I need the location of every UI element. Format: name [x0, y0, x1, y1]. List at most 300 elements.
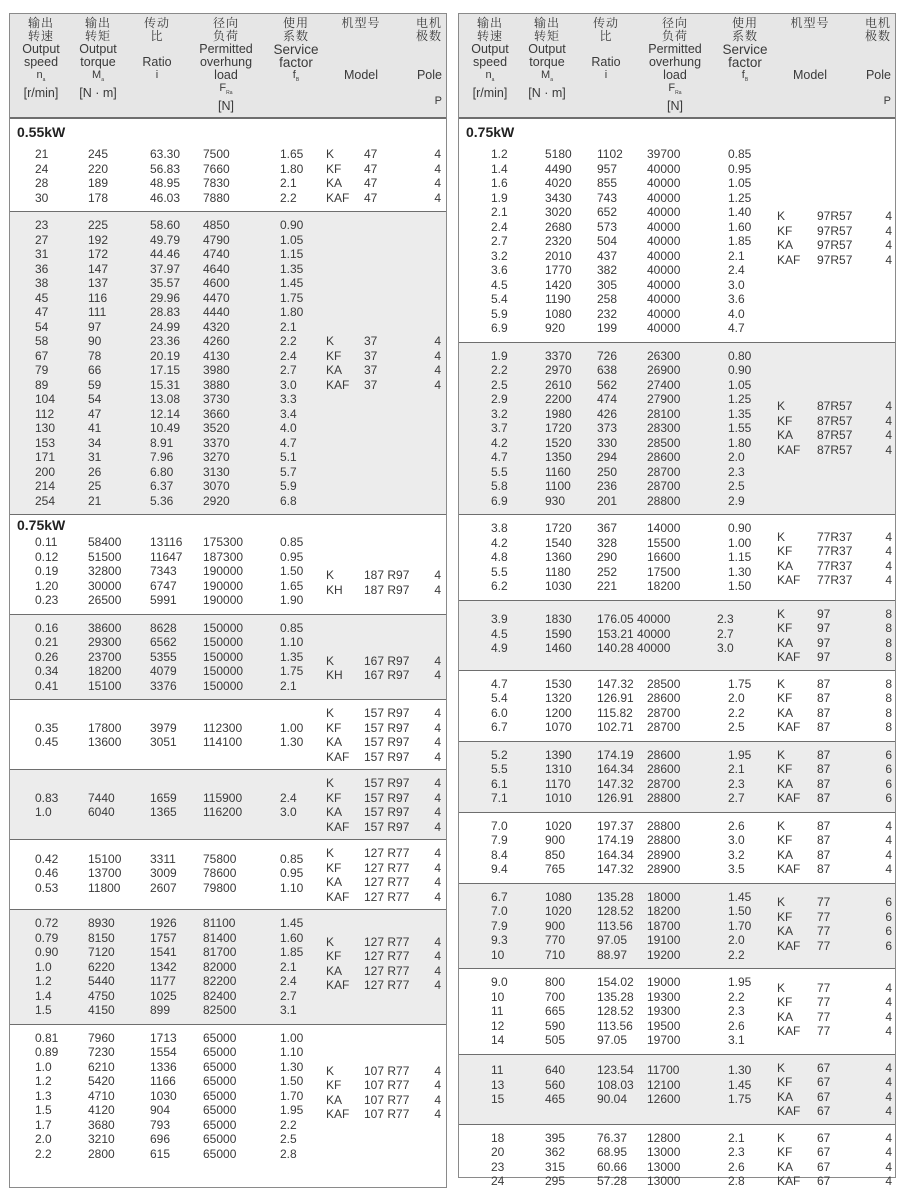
model-row — [777, 1174, 895, 1189]
torque-cell: 700 — [545, 989, 566, 1004]
header-service-label: Service — [273, 42, 319, 57]
ratio-cell: 13.08 — [150, 392, 181, 406]
service-factor-cell: 1.95 — [728, 747, 752, 762]
overhung-load-cell: 2920 — [203, 493, 230, 508]
service-factor-cell: 1.75 — [280, 290, 304, 305]
torque-cell: 8150 — [88, 930, 115, 945]
service-factor-cell: 2.2 — [728, 705, 745, 720]
model-row — [777, 238, 895, 253]
model-size: 107 R77 — [364, 1092, 410, 1107]
header-speed-label: Output — [22, 42, 60, 56]
overhung-load-cell: 65000 — [203, 1059, 237, 1074]
model-row — [326, 147, 444, 162]
ratio-cell: 855 — [597, 176, 618, 190]
pole-count: 4 — [434, 735, 441, 749]
pole-count: 4 — [885, 573, 892, 588]
model-size: 67 — [817, 1060, 831, 1075]
overhung-load-cell: 65000 — [203, 1045, 237, 1059]
pole-count: 4 — [434, 860, 441, 875]
overhung-load-cell: 175300 — [203, 535, 244, 549]
service-factor-cell: 3.4 — [280, 406, 297, 421]
header-ratio — [581, 17, 631, 82]
speed-cell: 0.79 — [35, 930, 59, 945]
model-type: KF — [777, 833, 793, 847]
table-row — [10, 320, 446, 335]
ratio-cell: 97.05 — [597, 933, 628, 947]
ratio-cell: 29.96 — [150, 290, 181, 305]
header-symbol-text: F — [668, 82, 676, 94]
model-type: KF — [326, 348, 342, 363]
model-size: 87 — [817, 862, 831, 876]
overhung-load-cell: 28600 — [647, 450, 681, 464]
speed-cell: 5.9 — [491, 306, 508, 321]
pole-count: 4 — [885, 1174, 892, 1188]
model-type: KA — [777, 776, 794, 791]
model-row — [777, 691, 895, 706]
model-row — [777, 1075, 895, 1090]
overhung-load-cell: 4320 — [203, 319, 230, 334]
overhung-load-cell: 4640 — [203, 261, 230, 276]
overhung-load-cell: 75800 — [203, 851, 237, 866]
table-row — [10, 1003, 446, 1018]
torque-cell: 1770 — [545, 263, 572, 277]
model-type: KAF — [777, 862, 801, 876]
ratio-cell: 58.60 — [150, 218, 181, 232]
torque-cell: 25 — [88, 479, 102, 493]
model-row — [777, 1131, 895, 1146]
overhung-load-cell: 40000 — [647, 161, 681, 176]
overhung-load-cell: 65000 — [203, 1074, 237, 1088]
ratio-cell: 68.95 — [597, 1145, 628, 1159]
service-factor-cell: 0.90 — [728, 363, 752, 377]
torque-cell: 1980 — [545, 406, 572, 421]
torque-cell: 710 — [545, 947, 566, 962]
speed-cell: 7.0 — [491, 818, 508, 833]
speed-cell: 2.7 — [491, 234, 508, 248]
model-row — [777, 1010, 895, 1025]
pole-count: 4 — [434, 668, 441, 683]
model-row — [777, 1061, 895, 1076]
pole-count: 4 — [434, 348, 441, 363]
model-list — [777, 895, 895, 953]
overhung-load-cell: 7880 — [203, 190, 230, 205]
torque-cell: 111 — [88, 305, 107, 319]
speed-cell: 36 — [35, 261, 49, 276]
model-size: 157 R97 — [364, 776, 410, 790]
header-symbol-text: f — [741, 69, 745, 81]
overhung-load-cell: 28600 — [647, 747, 681, 762]
service-factor-cell: 1.70 — [728, 918, 752, 933]
model-row — [777, 544, 895, 559]
model-size: 87 — [817, 847, 831, 862]
speed-cell: 47 — [35, 305, 49, 319]
table-row — [10, 291, 446, 306]
overhung-load-cell: 81400 — [203, 930, 237, 945]
torque-cell: 4710 — [88, 1088, 115, 1103]
speed-cell: 6.7 — [491, 889, 508, 904]
model-row — [777, 995, 895, 1010]
model-row — [326, 568, 444, 583]
header-spacer — [400, 43, 442, 56]
model-type: KA — [326, 363, 343, 377]
torque-cell: 1180 — [545, 564, 571, 579]
overhung-load-cell: 82000 — [203, 959, 237, 974]
speed-cell: 130 — [35, 421, 56, 435]
ratio-cell: 793 — [150, 1117, 171, 1132]
header-service-label: Service — [722, 42, 768, 57]
header-symbol-text: n — [485, 69, 492, 81]
section-title-power: 0.75kW — [466, 124, 515, 140]
speed-cell: 0.46 — [35, 866, 59, 881]
header-torque — [517, 17, 577, 100]
ratio-cell: 201 — [597, 493, 618, 508]
service-factor-cell: 2.7 — [280, 363, 297, 377]
torque-cell: 3430 — [545, 190, 572, 205]
torque-cell: 665 — [545, 1004, 566, 1018]
ratio-cell: 4079 — [150, 664, 177, 678]
service-factor-cell: 2.4 — [280, 974, 297, 988]
model-list — [326, 846, 444, 904]
model-list — [326, 654, 444, 683]
torque-cell: 2200 — [545, 392, 572, 406]
speed-cell: 5.5 — [491, 564, 508, 579]
service-factor-cell: 2.6 — [728, 1018, 745, 1033]
torque-cell: 66 — [88, 363, 102, 377]
header-overhung-label: load — [663, 68, 687, 82]
header-speed-cn: 输出 — [27, 16, 54, 30]
model-row — [777, 762, 895, 777]
service-factor-cell: 1.95 — [728, 975, 752, 989]
model-type: KA — [777, 1159, 794, 1174]
header-overhung-label: Permitted — [648, 42, 702, 56]
overhung-load-cell: 15500 — [647, 535, 681, 550]
model-size: 77R37 — [817, 544, 853, 559]
data-group — [459, 884, 895, 970]
header-ratio-label: Ratio — [591, 55, 621, 69]
pole-count: 4 — [885, 544, 892, 559]
speed-cell: 0.41 — [35, 678, 59, 693]
ratio-cell: 164.34 — [597, 847, 634, 862]
header-overhung-cn: 负荷 — [661, 29, 688, 43]
service-factor-cell: 4.0 — [280, 421, 297, 435]
torque-cell: 15100 — [88, 851, 122, 866]
service-factor-cell: 2.5 — [728, 720, 745, 734]
torque-cell: 6210 — [88, 1059, 115, 1074]
overhung-load-cell: 19700 — [647, 1033, 681, 1047]
pole-count: 4 — [885, 995, 892, 1010]
model-row — [326, 162, 444, 177]
ratio-cell: 1102 — [597, 147, 623, 161]
speed-cell: 4.2 — [491, 435, 508, 450]
service-factor-cell: 3.5 — [728, 862, 745, 876]
model-size: 77 — [817, 924, 831, 939]
data-group — [459, 813, 895, 884]
service-factor-cell: 2.4 — [280, 790, 297, 805]
service-factor-cell: 3.0 — [728, 833, 745, 847]
service-factor-cell: 2.1 — [280, 678, 297, 693]
overhung-load-cell: 3130 — [203, 464, 230, 479]
service-factor-cell: 3.2 — [728, 847, 745, 862]
pole-count: 4 — [434, 776, 441, 790]
service-factor-cell: 2.3 — [728, 776, 745, 791]
model-row — [326, 978, 444, 993]
torque-cell: 2610 — [545, 377, 572, 392]
table-header — [459, 14, 895, 119]
speed-cell: 1.0 — [35, 805, 52, 819]
model-list — [326, 706, 444, 764]
torque-cell: 900 — [545, 833, 566, 847]
data-group — [459, 671, 895, 742]
pole-count: 4 — [434, 653, 441, 668]
overhung-load-cell: 4470 — [203, 290, 230, 305]
torque-cell: 30000 — [88, 578, 122, 593]
pole-count: 4 — [434, 875, 441, 889]
header-speed-label: speed — [472, 55, 508, 69]
overhung-load-cell: 116200 — [203, 805, 243, 819]
pole-count: 4 — [434, 889, 441, 904]
torque-cell: 58400 — [88, 535, 122, 549]
ratio-cell: 236 — [597, 479, 618, 493]
pole-count: 4 — [434, 963, 441, 978]
ratio-cell: 147.32 — [597, 776, 634, 791]
model-list — [777, 1131, 895, 1189]
model-type: KF — [777, 413, 793, 428]
speed-cell: 3.2 — [491, 406, 508, 421]
model-size: 157 R97 — [364, 706, 410, 720]
torque-cell: 41 — [88, 421, 102, 435]
model-type: KA — [326, 176, 343, 190]
service-factor-cell: 1.50 — [280, 1074, 304, 1088]
speed-cell: 2.2 — [491, 363, 508, 377]
header-speed-cn: 转速 — [476, 29, 503, 43]
ratio-cell: 15.31 — [150, 377, 181, 392]
service-factor-cell: 2.2 — [728, 989, 745, 1004]
model-type: KF — [777, 1145, 793, 1159]
model-row — [326, 191, 444, 206]
ratio-cell: 8628 — [150, 620, 177, 635]
table-row — [10, 450, 446, 465]
torque-cell: 800 — [545, 975, 566, 989]
ratio-cell: 49.79 — [150, 232, 181, 247]
speed-cell: 112 — [35, 406, 55, 421]
service-factor-cell: 2.1 — [280, 319, 297, 334]
table-row — [459, 465, 895, 480]
pole-count: 6 — [885, 791, 892, 805]
header-speed-unit: [r/min] — [472, 86, 508, 101]
model-type: K — [326, 568, 335, 583]
model-type: K — [777, 895, 786, 910]
service-factor-cell: 3.0 — [280, 805, 297, 819]
overhung-load-cell: 82400 — [203, 988, 237, 1003]
service-factor-cell: 1.30 — [728, 1063, 752, 1078]
header-symbol-subscript: a — [42, 77, 46, 84]
header-service-cn: 系数 — [731, 29, 758, 43]
speed-cell: 1.4 — [491, 161, 508, 176]
overhung-load-cell: 3880 — [203, 377, 230, 392]
model-type: KF — [777, 762, 793, 776]
table-row — [459, 307, 895, 322]
table-row — [459, 278, 895, 293]
header-symbol-text: f — [292, 69, 296, 81]
service-factor-cell: 1.45 — [728, 889, 752, 904]
torque-cell: 295 — [545, 1174, 566, 1188]
ratio-cell: 174.19 — [597, 747, 634, 762]
torque-cell: 11800 — [88, 880, 121, 895]
table-row — [10, 436, 446, 451]
table-row — [10, 1132, 446, 1147]
model-type: KA — [326, 735, 343, 749]
header-speed-unit: [r/min] — [23, 86, 59, 101]
model-type: KAF — [777, 720, 801, 734]
torque-cell: 1350 — [545, 450, 572, 464]
overhung-load-cell: 19500 — [647, 1018, 681, 1033]
overhung-load-cell: 40000 — [647, 306, 681, 321]
model-row — [326, 861, 444, 876]
torque-cell: 900 — [545, 918, 566, 933]
header-service-label: factor — [728, 55, 762, 70]
speed-cell: 8.4 — [491, 847, 508, 862]
overhung-load-cell: 3980 — [203, 363, 230, 377]
pole-count: 8 — [885, 676, 892, 691]
overhung-load-cell: 65000 — [203, 1146, 237, 1161]
data-group — [10, 615, 446, 701]
model-type: K — [777, 529, 786, 544]
table-row — [459, 147, 895, 162]
model-type: KH — [326, 668, 343, 683]
service-factor-cell: 3.0 — [728, 277, 745, 292]
model-type: KF — [777, 621, 793, 635]
torque-cell: 2320 — [545, 234, 572, 248]
header-torque-cn: 转矩 — [533, 29, 560, 43]
overhung-load-cell: 19100 — [647, 933, 681, 947]
torque-cell: 1200 — [545, 705, 572, 720]
header-overhung-cn: 径向 — [212, 16, 239, 30]
header-pole-cn: 极数 — [415, 29, 442, 43]
speed-cell: 20 — [491, 1145, 505, 1159]
overhung-load-cell: 13000 — [647, 1145, 681, 1159]
table-row — [459, 176, 895, 191]
torque-cell: 15100 — [88, 678, 122, 693]
torque-cell: 54 — [88, 392, 102, 406]
ratio-cell: 126.91 — [597, 691, 634, 705]
header-overhung-cn: 径向 — [661, 16, 688, 30]
model-list — [777, 677, 895, 735]
model-row — [326, 964, 444, 979]
torque-cell: 7960 — [88, 1030, 115, 1045]
torque-cell: 930 — [545, 493, 566, 508]
model-row — [326, 750, 444, 765]
pole-count: 4 — [885, 862, 892, 876]
model-size: 77R37 — [817, 529, 853, 544]
header-pole-symbol — [400, 95, 442, 108]
model-type: K — [326, 776, 335, 790]
service-factor-cell: 1.35 — [280, 649, 304, 664]
table-row — [459, 479, 895, 494]
ratio-cell: 3009 — [150, 866, 177, 881]
model-size: 77R37 — [817, 558, 853, 573]
speed-cell: 4.5 — [491, 277, 508, 292]
overhung-load-cell: 27400 — [647, 377, 681, 392]
ratio-cell: 743 — [597, 190, 618, 205]
model-size: 87 — [817, 762, 831, 776]
model-row — [326, 363, 444, 378]
torque-cell: 2970 — [545, 363, 572, 377]
overhung-load-cell: 28900 — [647, 847, 681, 862]
speed-cell: 104 — [35, 392, 56, 406]
model-size: 77 — [817, 995, 831, 1010]
header-model — [328, 17, 394, 82]
speed-cell: 254 — [35, 493, 56, 508]
model-row — [777, 650, 895, 665]
overhung-load-cell: 28800 — [647, 818, 681, 833]
data-group — [459, 742, 895, 813]
ratio-cell: 232 — [597, 306, 618, 321]
service-factor-cell: 1.00 — [280, 720, 304, 735]
torque-cell: 178 — [88, 190, 109, 205]
header-pole-symbol — [849, 95, 891, 108]
model-size: 47 — [364, 147, 378, 161]
header-ratio-symbol — [581, 69, 631, 82]
ratio-cell: 128.52 — [597, 1004, 634, 1018]
pole-count: 4 — [434, 706, 441, 720]
model-size: 157 R97 — [364, 720, 410, 735]
overhung-load-cell: 18200 — [647, 579, 681, 593]
overhung-load-cell: 13000 — [647, 1174, 681, 1188]
model-size: 87R57 — [817, 428, 853, 443]
model-row — [777, 443, 895, 458]
model-type: K — [777, 980, 786, 995]
torque-cell: 1520 — [545, 435, 572, 450]
ratio-cell: 115.82 — [597, 705, 633, 720]
header-overhung — [635, 17, 715, 113]
data-group — [459, 969, 895, 1055]
overhung-load-cell: 40000 — [647, 190, 681, 205]
pole-count: 4 — [885, 1089, 892, 1104]
model-row — [777, 1145, 895, 1160]
speed-cell: 1.2 — [35, 1074, 52, 1088]
pole-count: 4 — [885, 1104, 892, 1118]
speed-cell: 0.11 — [35, 535, 58, 549]
ratio-cell: 108.03 — [597, 1077, 634, 1092]
model-type: KF — [777, 223, 793, 238]
model-list — [326, 334, 444, 392]
header-torque-symbol — [517, 69, 577, 87]
table-row — [10, 262, 446, 277]
ratio-cell: 60.66 — [597, 1159, 628, 1174]
pole-count: 8 — [885, 720, 892, 734]
service-factor-cell: 1.10 — [280, 1045, 304, 1059]
header-torque-symbol — [68, 69, 128, 87]
header-pole-cn: 电机 — [415, 16, 442, 30]
ratio-cell: 126.91 — [597, 791, 634, 805]
service-factor-cell: 2.5 — [728, 479, 745, 493]
overhung-load-cell: 26300 — [647, 348, 681, 363]
table-row — [459, 494, 895, 509]
overhung-load-cell: 114100 — [203, 735, 243, 749]
data-group — [10, 212, 446, 515]
torque-cell: 1830 — [545, 612, 572, 627]
ratio-cell: 48.95 — [150, 176, 181, 190]
ratio-cell: 3376 — [150, 678, 177, 693]
ratio-cell: 140.28 40000 — [597, 641, 671, 656]
service-factor-cell: 3.0 — [717, 641, 734, 656]
overhung-load-cell: 16600 — [647, 550, 681, 564]
overhung-load-cell: 28700 — [647, 776, 681, 791]
speed-cell: 6.0 — [491, 705, 508, 720]
torque-cell: 189 — [88, 176, 109, 190]
torque-cell: 1080 — [545, 306, 572, 321]
model-type: K — [777, 818, 786, 833]
